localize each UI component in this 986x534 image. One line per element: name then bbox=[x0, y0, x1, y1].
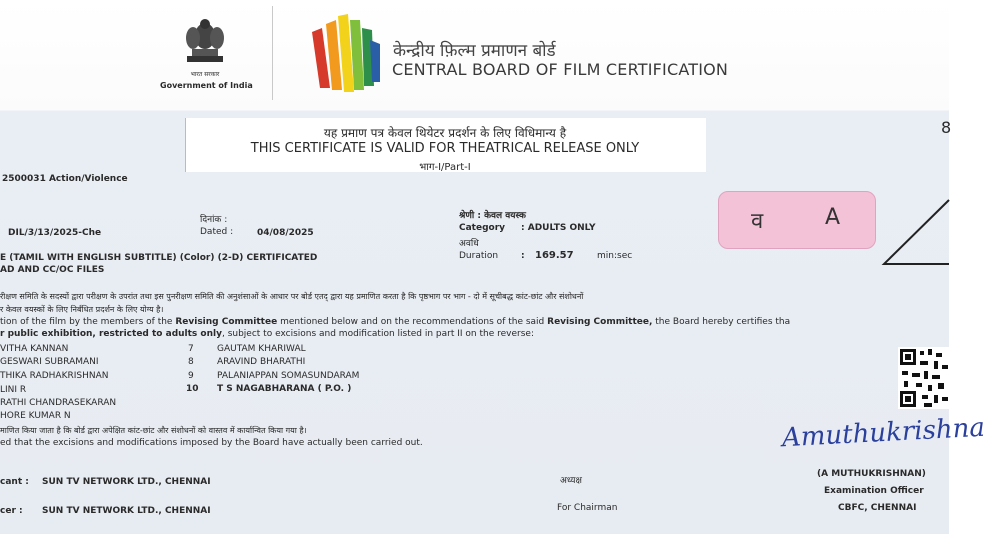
corner-character: 8 bbox=[941, 118, 952, 137]
file-number: DIL/3/13/2025-Che bbox=[8, 228, 102, 238]
validity-english: THIS CERTIFICATE IS VALID FOR THEATRICAL RELEASE ONLY bbox=[250, 141, 640, 156]
government-of-india-text: Government of India bbox=[160, 81, 253, 90]
duration-hindi: अवधि bbox=[459, 239, 479, 249]
film-details-line1: E (TAMIL WITH ENGLISH SUBTITLE) (Color) (2-D) CERTIFICATED bbox=[0, 253, 318, 263]
validity-part: भाग-I/Part-I bbox=[419, 162, 471, 173]
duration-label: Duration bbox=[459, 251, 499, 261]
member-left-4: LINI R bbox=[0, 385, 27, 395]
officer-name: (A MUTHUKRISHNAN) bbox=[817, 469, 926, 479]
office-name: CBFC, CHENNAI bbox=[838, 503, 917, 513]
cbfc-logo-icon bbox=[308, 10, 384, 94]
member-left-1: VITHA KANNAN bbox=[0, 344, 69, 354]
officer-title: Examination Officer bbox=[824, 486, 924, 496]
certify-hindi: माणित किया जाता है कि बोर्ड द्वारा अपेक्षित कांट-छांट और संशोधनों को वास्तव में कार्यान्वित किया गया है। bbox=[0, 426, 307, 435]
national-emblem-icon bbox=[180, 14, 230, 66]
rating-badge-letter: A bbox=[825, 205, 841, 230]
member-right-num-7: 7 bbox=[188, 344, 194, 354]
category-label: Category bbox=[459, 223, 506, 233]
body-english-line1: tion of the film by the members of the Revising Committee mentioned below and on the recommendations of the said Revising Committee, the Board hereby certifies tha bbox=[0, 317, 791, 327]
duration-colon: : bbox=[521, 251, 525, 261]
member-left-6: HORE KUMAR N bbox=[0, 411, 71, 421]
member-left-2: GESWARI SUBRAMANI bbox=[0, 357, 99, 367]
producer-label: cer : bbox=[0, 506, 23, 516]
header-divider bbox=[272, 6, 273, 100]
body-hindi-line1: रीक्षण समिति के सदस्यों द्वारा परीक्षण के उपरांत तथा इस पुनरीक्षण समिति की अनुशंसाओं के आधार पर बोर्ड एतद् द्वारा यह प्रमाणित करता है कि पृष्ठभाग पर भाग - दो में सूचीबद्ध कांट-छांट और संशोधनों bbox=[0, 292, 584, 301]
member-right-name-8: ARAVIND BHARATHI bbox=[217, 357, 306, 367]
triangle-mark-icon bbox=[880, 196, 949, 268]
officer-signature: Amuthukrishna bbox=[781, 412, 986, 454]
member-right-name-9: PALANIAPPAN SOMASUNDARAM bbox=[217, 371, 360, 381]
member-right-num-10: 10 bbox=[186, 384, 199, 394]
qr-code-icon bbox=[898, 347, 949, 409]
rating-badge bbox=[718, 191, 876, 249]
category-hindi: श्रेणी : केवल वयस्क bbox=[459, 211, 526, 221]
applicant-value: SUN TV NETWORK LTD., CHENNAI bbox=[42, 477, 211, 487]
certificate-number-genre: 2500031 Action/Violence bbox=[2, 174, 128, 184]
producer-value: SUN TV NETWORK LTD., CHENNAI bbox=[42, 506, 211, 516]
rating-badge-hindi: व bbox=[751, 209, 764, 234]
board-name-english: CENTRAL BOARD OF FILM CERTIFICATION bbox=[392, 60, 729, 79]
board-name-hindi: केन्द्रीय फ़िल्म प्रमाणन बोर्ड bbox=[393, 41, 556, 61]
dated-hindi-label: दिनांक : bbox=[200, 215, 228, 225]
dated-label: Dated : bbox=[200, 227, 234, 237]
film-details-line2: AD AND CC/OC FILES bbox=[0, 265, 105, 275]
chairman-hindi: अध्यक्ष bbox=[560, 476, 582, 486]
member-right-name-10: T S NAGABHARANA ( P.O. ) bbox=[217, 384, 352, 394]
applicant-label: cant : bbox=[0, 477, 29, 487]
dated-value: 04/08/2025 bbox=[257, 228, 314, 238]
duration-value: 169.57 bbox=[535, 250, 574, 261]
body-hindi-line2: र केवल वयस्कों के लिए निर्बंधित प्रदर्शन के लिए योग्य है। bbox=[0, 305, 164, 314]
for-chairman: For Chairman bbox=[557, 503, 618, 513]
member-right-name-7: GAUTAM KHARIWAL bbox=[217, 344, 306, 354]
duration-unit: min:sec bbox=[597, 251, 633, 261]
member-left-5: RATHI CHANDRASEKARAN bbox=[0, 398, 117, 408]
member-left-3: THIKA RADHAKRISHNAN bbox=[0, 371, 109, 381]
member-right-num-9: 9 bbox=[188, 371, 194, 381]
validity-hindi: यह प्रमाण पत्र केवल थियेटर प्रदर्शन के लिए विधिमान्य है bbox=[323, 126, 567, 140]
member-right-num-8: 8 bbox=[188, 357, 194, 367]
body-english-line2: r public exhibition, restricted to adults only, subject to excisions and modification listed in part II on the reverse: bbox=[0, 329, 534, 339]
emblem-hindi-text: भारत सरकार bbox=[190, 71, 220, 78]
certify-english: ed that the excisions and modifications imposed by the Board have actually been carried out. bbox=[0, 438, 423, 448]
category-value: : ADULTS ONLY bbox=[521, 223, 596, 233]
